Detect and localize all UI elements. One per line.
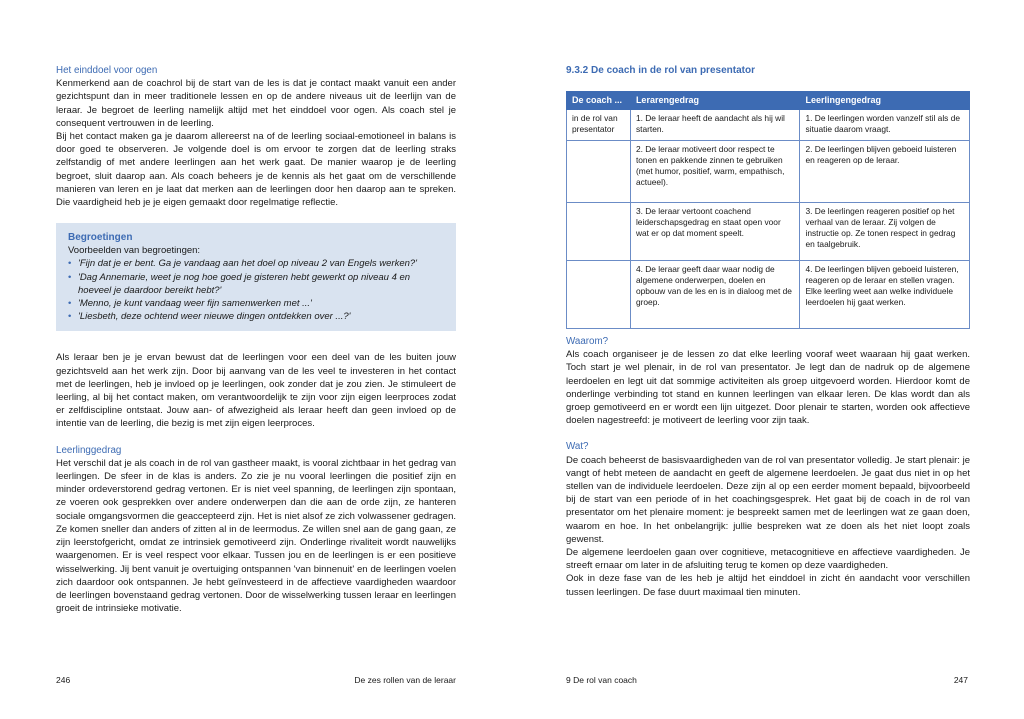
- table-header-row: [567, 92, 970, 110]
- paragraph: Ook in deze fase van de les heb je altijd het einddoel in zicht én aandacht voor verschillen tussen leerlingen. De fase duurt maximaal tien minuten.: [566, 573, 970, 598]
- table-row: [567, 110, 970, 141]
- begroetingen-box: [56, 223, 456, 331]
- paragraph: Als leraar ben je je ervan bewust dat de leerlingen voor een deel van de les buiten jouw gezichtsveld aan het werk zijn. Door bij aanvang van de les veel te investeren in het contact met de leerlingen, heb je invloed op je leerlingen, ook zonder dat je zou zien. Je stimuleert de leerling, al bij het contact maken, om verantwoordelijk te zijn voor zijn eigen leerproces zodat er zelfdiscipline ontstaat. Jouw aan- of afwezigheid als leraar heeft dan geen invloed op de intentie van de leerling, die bezig is met zijn eigen leerproces.: [56, 352, 456, 430]
- paragraph: Bij het contact maken ga je daarom allereerst na of de leerling sociaal-emotioneel in balans is door goed te observeren. Je volgende doel is om ervoor te zorgen dat de leerling straks zelfstandig of met andere leerlingen aan het werk gaat. De manier waarop je de leerling begroet, sluit daarop aan. Als coach beheers je de kennis als het gaat om de verschillende manieren van leren en je laat dat merken aan de leerlingen door hen daarop aan te spreken. Die vaardigheid heb je je eigen gemaakt door regelmatige reflectie.: [56, 131, 456, 209]
- list-item: • 'Fijn dat je er bent. Ga je vandaag aan het doel op niveau 2 van Engels werken?': [68, 257, 444, 270]
- table-row: [567, 141, 970, 203]
- table-row: [567, 261, 970, 329]
- table-row: [567, 203, 970, 261]
- heading-leerlinggedrag: Leerlinggedrag: [56, 444, 122, 456]
- table-cell: 4. De leerlingen blijven geboeid luisteren, reageren op de leraar en stellen vragen. Elke leerling weet aan welke individuele leerdoelen hij gaat werken.: [800, 261, 970, 329]
- table-cell: [567, 203, 631, 261]
- left-column: [56, 64, 456, 615]
- section-title: 9.3.2 De coach in de rol van presentator: [566, 65, 755, 76]
- box-intro: Voorbeelden van begroetingen:: [68, 245, 201, 257]
- behaviour-table: [566, 91, 970, 329]
- table-cell: [567, 261, 631, 329]
- paragraph: Als coach organiseer je de lessen zo dat elke leerling vooraf weet waaraan hij gaat werken. Toch start je wel plenair, in de rol van presentator. Je legt dan de nadruk op de algemene leerdoelen en legt uit dat sommige activiteiten als groep uitgevoerd worden. Hierdoor komt de onderlinge verbinding tot stand en kunnen leerlingen van elkaar leren. De klas wordt dan als groep gemotiveerd en er wordt een lijn uitgezet. Door plenair te starten, worden ook affectieve doelen nagestreefd: je motiveert de leerling voor zijn taak.: [566, 349, 970, 427]
- page-number: 247: [953, 675, 968, 685]
- right-page: [512, 0, 1024, 719]
- heading-wat: Wat?: [566, 441, 589, 453]
- greeting-list: [68, 257, 444, 323]
- table-cell: 3. De leraar vertoont coachend leiderschapsgedrag en staat open voor wat er op dat moment speelt.: [630, 203, 800, 261]
- table-cell: 2. De leerlingen blijven geboeid luisteren en reageren op de leraar.: [800, 141, 970, 203]
- column-header: Leerlingengedrag: [800, 92, 970, 110]
- table-cell: 1. De leerlingen worden vanzelf stil als de situatie daarom vraagt.: [800, 110, 970, 141]
- list-item: • 'Menno, je kunt vandaag weer fijn samenwerken met ...': [68, 297, 444, 310]
- paragraph: De algemene leerdoelen gaan over cognitieve, metacognitieve en affectieve vaardigheden. Je streeft ernaar om later in de afsluiting terug te komen op deze vaardigheden.: [566, 547, 970, 572]
- table-cell: 3. De leerlingen reageren positief op het verhaal van de leraar. Zij volgen de instructie op. Ze tonen respect in gedrag en taalgebruik.: [800, 203, 970, 261]
- paragraph: Het verschil dat je als coach in de rol van gastheer maakt, is vooral zichtbaar in het gedrag van leerlingen. De sfeer in de klas is anders. Zo zie je nu vooral leerlingen die positief zijn en minder ordeverstorend gedrag vertonen. Er is niet veel spanning, de leerlingen zijn spontaan, ze voeren ook gesprekken over andere onderwerpen dan die aan de orde zijn, ze hanteren sociale omgangsvormen die geaccepteerd zijn. Het is niet alsof ze zich volwassener gedragen. Ze komen sneller dan anders of zitten al in de leermodus. Ze willen snel aan de gang gaan, ze zijn leerstofgericht, omdat ze intrinsiek gemotiveerd zijn. Onderlinge rivaliteit wordt nauwelijks waargenomen. Er is veel respect voor elkaar. Tussen jou en de leerlingen is er een positieve wisselwerking. Jij bent vanuit je overtuiging ontspannen 'van binnenuit' en de leerlingen voelen zich daardoor ook ontspannen. Je hebt geïnvesteerd in de affectieve vaardigheden waardoor de leerlingen bovenstaand gedrag vertonen. Door de wisselwerking tussen leraar en leerlingen groeit de intrinsieke motivatie.: [56, 457, 456, 615]
- page-number: 246: [56, 675, 71, 685]
- heading-einddoel: Het einddoel voor ogen: [56, 65, 158, 76]
- table-cell: [567, 141, 631, 203]
- paragraph: Kenmerkend aan de coachrol bij de start van de les is dat je contact maakt vanuit een ander gezichtspunt dan in meer traditionele lessen en op de andere niveaus uit de leerlijn van de leraar. Je begroet de leerling namelijk altijd met het einddoel voor ogen. Als coach stel je consequent vertrouwen in de leerling.: [56, 78, 456, 129]
- table-cell: 1. De leraar heeft de aandacht als hij wil starten.: [630, 110, 800, 141]
- running-title: De zes rollen van de leraar: [354, 675, 456, 685]
- table-cell: in de rol van presentator: [567, 110, 631, 141]
- list-item: • 'Liesbeth, deze ochtend weer nieuwe dingen ontdekken over ...?': [68, 310, 444, 323]
- table-cell: 4. De leraar geeft daar waar nodig de algemene onderwerpen, doelen en opbouw van de les en is in dialoog met de groep.: [630, 261, 800, 329]
- column-header: De coach ...: [567, 92, 631, 110]
- right-column: [566, 64, 970, 599]
- column-header: Lerarengedrag: [630, 92, 800, 110]
- box-title: Begroetingen: [68, 232, 133, 244]
- heading-waarom: Waarom?: [566, 336, 609, 347]
- running-title: 9 De rol van coach: [566, 675, 637, 685]
- paragraph: De coach beheerst de basisvaardigheden van de rol van presentator volledig. Je start plenair: je vangt of hebt meteen de aandacht en geeft de algemene leerdoelen. Je gaat dus niet in op het stellen van de individuele leerdoelen. Deze zijn al op een eerder moment bepaald, bijvoorbeeld bij de start van een periode of in het coachingsgesprek. Het gaat bij de coach in de rol van presentator om het plenaire moment: je bespreekt samen met de leerlingen wat ze gaan doen, waarom en hoe. In het onbelangrijk: jullie bespreken wat ze doen als het niet loopt zoals gewenst.: [566, 454, 970, 545]
- table-cell: 2. De leraar motiveert door respect te tonen en pakkende zinnen te gebruiken (met humor, positief, warm, empathisch, actueel).: [630, 141, 800, 203]
- list-item: • 'Dag Annemarie, weet je nog hoe goed je gisteren hebt gewerkt op niveau 4 en hoeveel je daardoor bereikt hebt?': [68, 271, 444, 297]
